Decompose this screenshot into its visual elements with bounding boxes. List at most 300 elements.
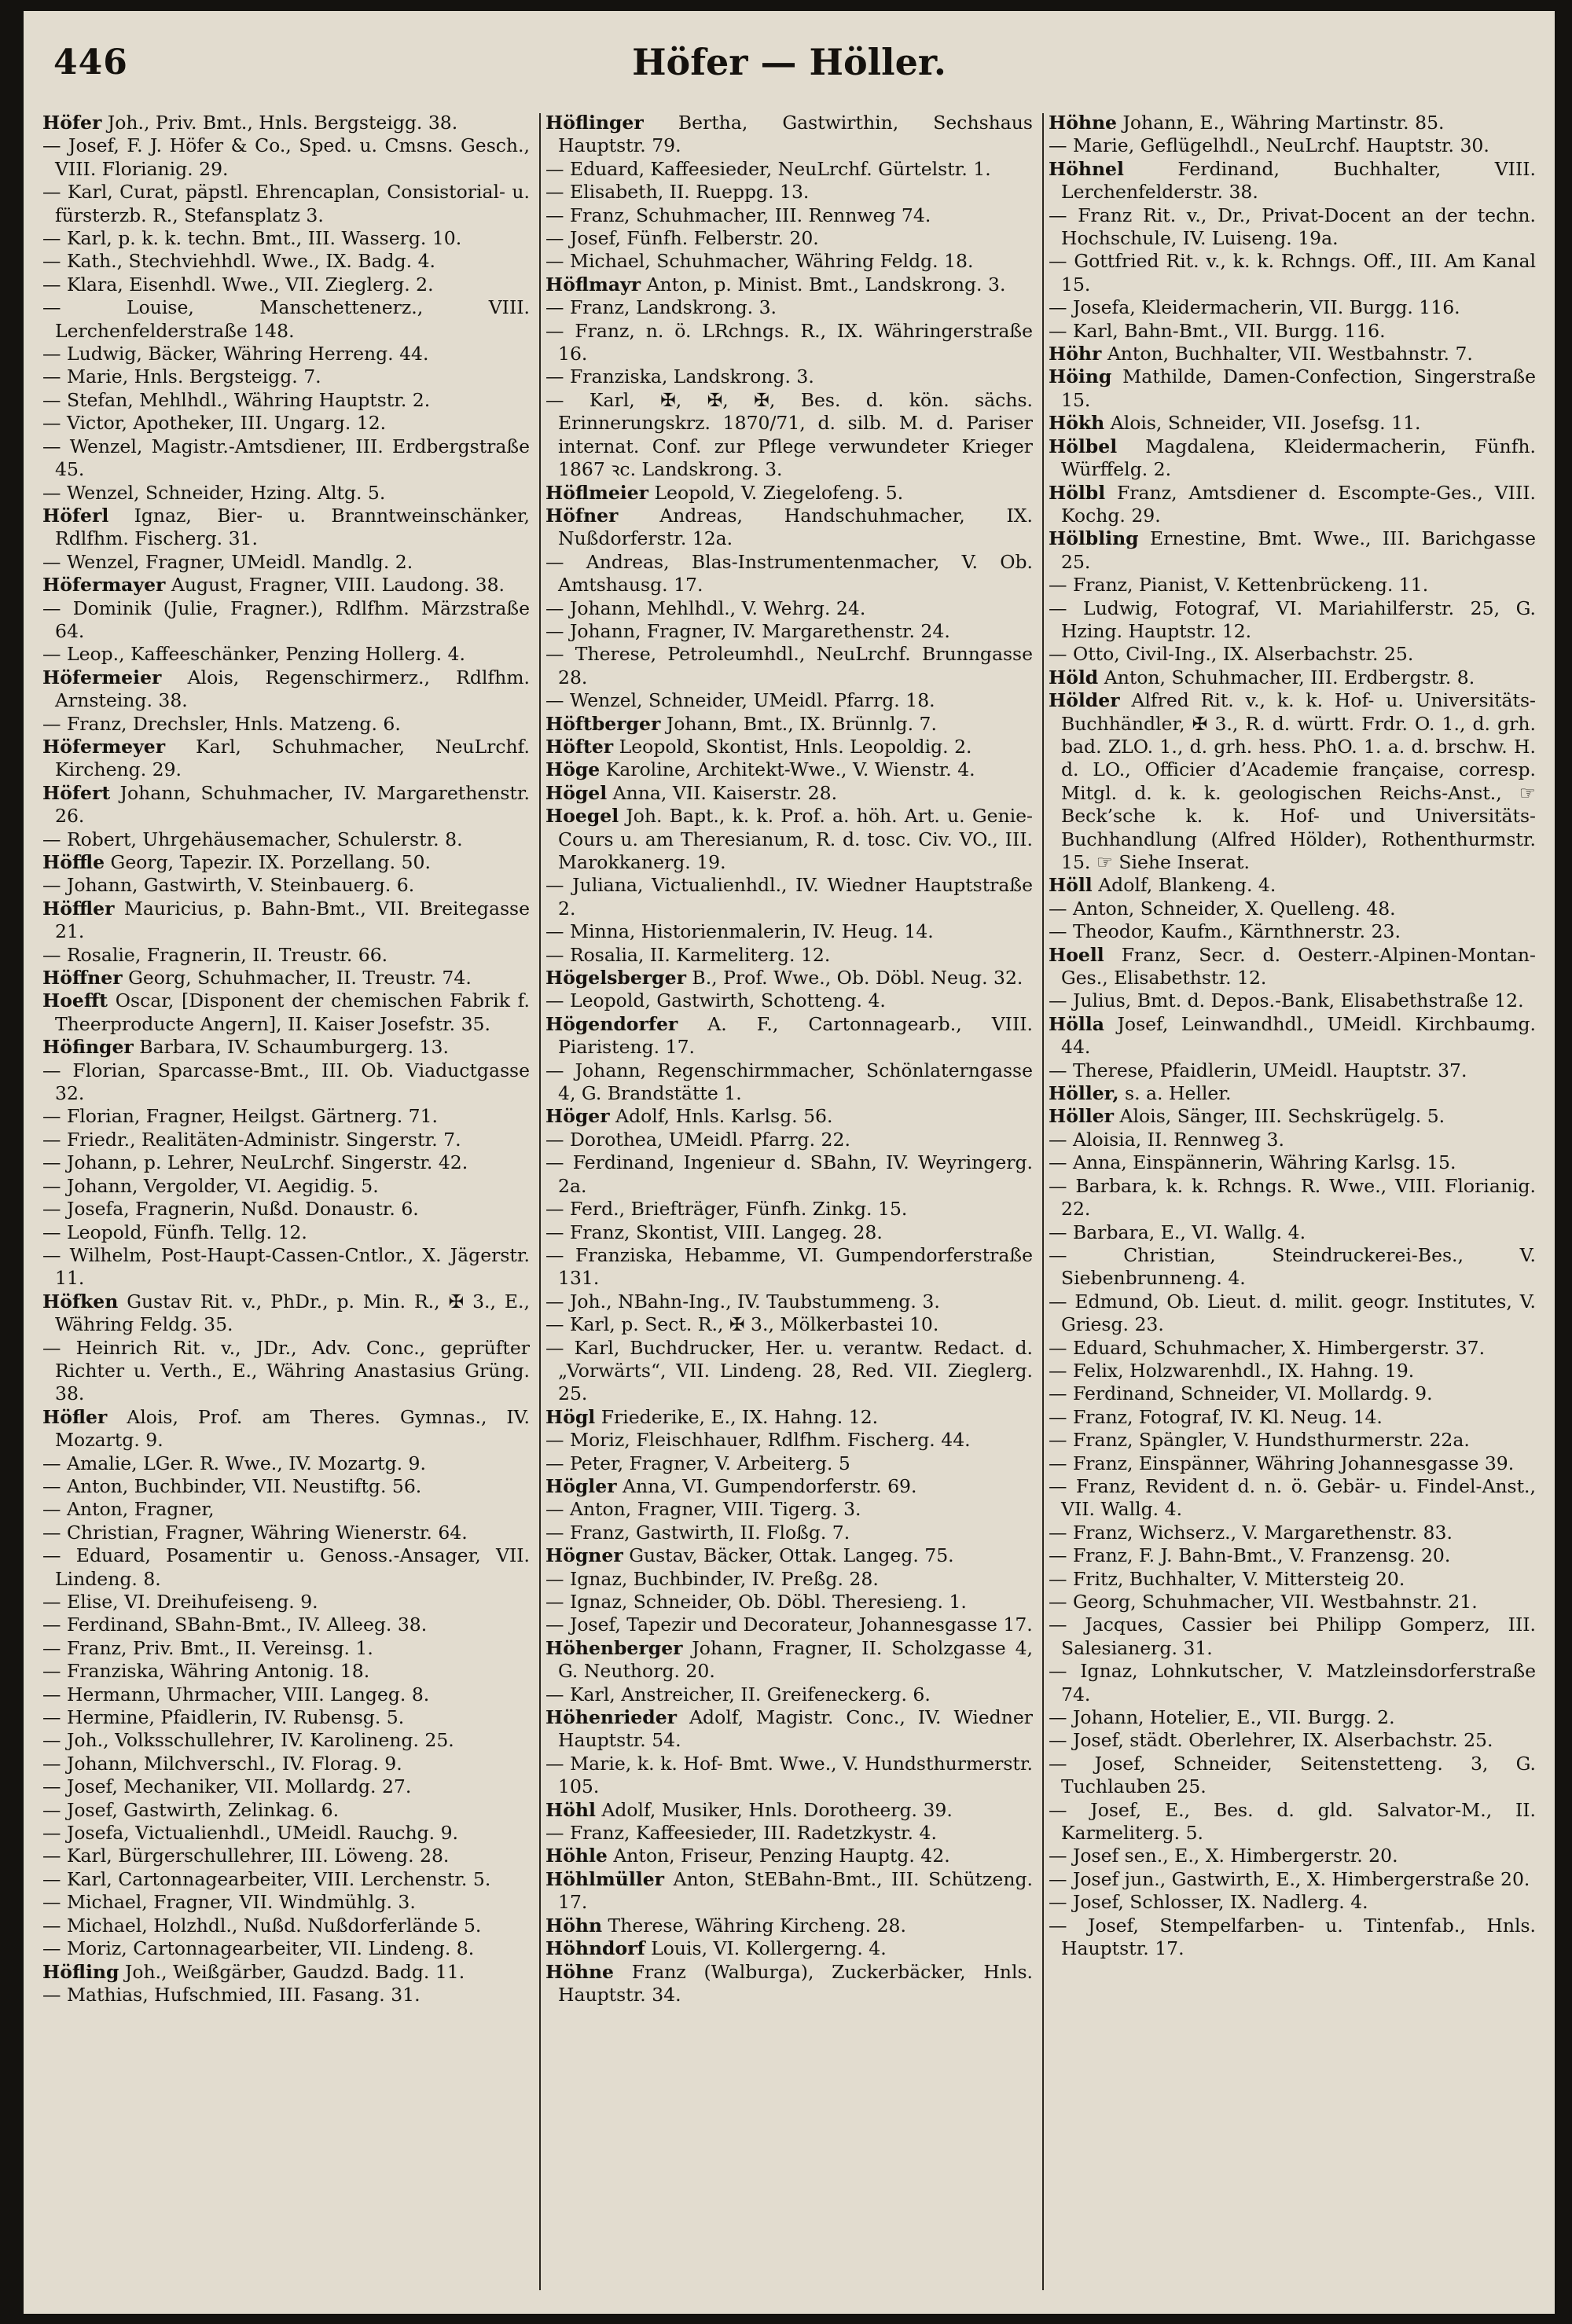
directory-entry — [1049, 1452, 1536, 1475]
entry-text: Georg, Schuhmacher, II. Treustr. 74. — [122, 967, 472, 989]
directory-entry — [545, 1937, 1033, 1960]
entry-text: — Joh., Volksschullehrer, IV. Karolineng. 25. — [42, 1729, 454, 1752]
directory-entry — [42, 1753, 530, 1775]
directory-entry — [42, 1961, 530, 1984]
entry-text: — Johann, Gastwirth, V. Steinbauerg. 6. — [42, 874, 415, 897]
entry-text: — Franz, Gastwirth, II. Floßg. 7. — [545, 1521, 850, 1544]
entry-text: Josef, Leinwandhdl., UMeidl. Kirchbaumg. 44. — [1061, 1012, 1536, 1059]
entry-text: — Karl, Bahn-Bmt., VII. Burgg. 116. — [1049, 319, 1386, 342]
directory-entry — [545, 250, 1033, 273]
entry-text: Leopold, Skontist, Hnls. Leopoldig. 2. — [613, 735, 972, 758]
directory-entry — [545, 1475, 1033, 1498]
entry-surname: Höftberger — [545, 712, 661, 735]
directory-entry — [1049, 597, 1536, 644]
entry-text: Johann, Schuhmacher, IV. Margarethenstr. 26. — [55, 781, 530, 828]
entry-text: — Franz, n. ö. LRchngs. R., IX. Währingerstraße 16. — [545, 319, 1033, 365]
directory-entry — [1049, 296, 1536, 319]
directory-entry — [545, 274, 1033, 296]
entry-surname: Höhr — [1049, 343, 1102, 365]
directory-entry — [545, 758, 1033, 781]
directory-entry — [42, 1544, 530, 1591]
directory-entry — [545, 365, 1033, 388]
entry-text: — Michael, Holzhdl., Nußd. Nußdorferlände 5. — [42, 1914, 482, 1937]
directory-entry — [1049, 320, 1536, 343]
entry-text: — Michael, Fragner, VII. Windmühlg. 3. — [42, 1891, 416, 1914]
entry-text: — Fritz, Buchhalter, V. Mittersteig 20. — [1049, 1567, 1405, 1590]
directory-entry — [42, 1637, 530, 1660]
entry-text: — Andreas, Blas-Instrumentenmacher, V. Ob. Amtshausg. 17. — [545, 550, 1033, 597]
entry-text: — Elise, VI. Dreihufeiseng. 9. — [42, 1591, 318, 1613]
directory-entry — [1049, 874, 1536, 897]
directory-entry — [545, 1151, 1033, 1198]
entry-text: Adolf, Hnls. Karlsg. 56. — [609, 1105, 833, 1128]
entry-text: — Christian, Fragner, Währing Wienerstr. 64. — [42, 1521, 468, 1544]
entry-text: A. F., Cartonnagearb., VIII. Piaristeng. 17. — [558, 1012, 1033, 1059]
entry-text: — Johann, Fragner, IV. Margarethenstr. 24. — [545, 619, 950, 642]
directory-entry — [1049, 343, 1536, 365]
directory-entry — [42, 1706, 530, 1729]
directory-entry — [42, 365, 530, 388]
entry-text: Adolf, Blankeng. 4. — [1092, 874, 1276, 897]
entry-text: — Karl, Bürgerschullehrer, III. Löweng. 28. — [42, 1845, 450, 1867]
entry-surname: Hölder — [1049, 689, 1120, 712]
directory-entry — [545, 989, 1033, 1012]
entry-text: — Johann, Regenschirmmacher, Schönlaterngasse 4, G. Brandstätte 1. — [545, 1059, 1033, 1105]
entry-text: Adolf, Musiker, Hnls. Dorotheerg. 39. — [595, 1798, 953, 1821]
entry-text: — Marie, Hnls. Bergsteigg. 7. — [42, 365, 321, 388]
directory-entry — [545, 713, 1033, 736]
entry-text: s. a. Heller. — [1118, 1082, 1232, 1105]
directory-entry — [545, 1198, 1033, 1221]
directory-entry — [1049, 412, 1536, 435]
entry-text: — Ludwig, Bäcker, Währing Herreng. 44. — [42, 343, 429, 365]
entry-surname: Höffner — [42, 967, 123, 989]
entry-surname: Höller, — [1049, 1082, 1119, 1105]
entry-surname: Höhnel — [1049, 157, 1124, 180]
directory-entry — [42, 1452, 530, 1475]
directory-entry — [1049, 1013, 1536, 1059]
directory-entry — [42, 1036, 530, 1059]
directory-entry — [42, 1660, 530, 1683]
directory-entry — [1049, 527, 1536, 574]
directory-entry — [42, 597, 530, 644]
directory-entry — [42, 874, 530, 897]
entry-text: Joh., Priv. Bmt., Hnls. Bergsteigg. 38. — [101, 112, 458, 134]
entry-text: — Marie, Geflügelhdl., NeuLrchf. Hauptstr. 30. — [1049, 134, 1489, 157]
directory-entry — [1049, 1290, 1536, 1337]
directory-entry — [1049, 1059, 1536, 1082]
entry-surname: Höller — [1049, 1105, 1115, 1128]
directory-entry — [1049, 944, 1536, 990]
entry-text: Magdalena, Kleidermacherin, Fünfh. Würffelg. 2. — [1061, 435, 1536, 481]
directory-entry — [1049, 666, 1536, 689]
directory-entry — [545, 874, 1033, 920]
entry-text: Anton, Friseur, Penzing Hauptg. 42. — [607, 1845, 950, 1867]
entry-text: Adolf, Magistr. Conc., IV. Wiedner Hauptstr. 54. — [558, 1706, 1033, 1752]
directory-entry — [42, 944, 530, 967]
directory-entry — [545, 736, 1033, 758]
entry-text: — Karl, Curat, päpstl. Ehrencaplan, Consistorial- u. fürsterzb. R., Stefansplatz 3. — [42, 181, 530, 226]
directory-entry — [545, 1822, 1033, 1845]
entry-surname: Höhlmüller — [545, 1867, 665, 1890]
entry-text: — Josef jun., Gastwirth, E., X. Himbergerstraße 20. — [1049, 1867, 1530, 1890]
column-left — [42, 112, 530, 2304]
entry-text: Mathilde, Damen-Confection, Singerstraße 15. — [1061, 365, 1536, 411]
directory-entry — [42, 967, 530, 989]
directory-entry — [42, 1868, 530, 1891]
directory-entry — [42, 134, 530, 181]
entry-surname: Höhenberger — [545, 1636, 683, 1659]
directory-entry — [42, 112, 530, 134]
directory-entry — [1049, 482, 1536, 528]
directory-entry — [42, 1891, 530, 1914]
directory-entry — [545, 1221, 1033, 1244]
directory-entry — [1049, 1729, 1536, 1752]
entry-text: — Franz, Fotograf, IV. Kl. Neug. 14. — [1049, 1405, 1383, 1428]
entry-surname: Höfert — [42, 781, 111, 804]
entry-text: — Louise, Manschettenerz., VIII. Lerchenfelderstraße 148. — [42, 296, 530, 342]
entry-text: — Eduard, Schuhmacher, X. Himbergerstr. 37. — [1049, 1336, 1486, 1359]
directory-entry — [545, 505, 1033, 551]
entry-surname: Höhne — [545, 1960, 615, 1983]
entry-text: — Mathias, Hufschmied, III. Fasang. 31. — [42, 1983, 421, 2006]
entry-text: — Franz Rit. v., Dr., Privat-Docent an der techn. Hochschule, IV. Luiseng. 19a. — [1049, 204, 1536, 250]
entry-surname: Höfermayer — [42, 574, 166, 597]
entry-surname: Höfinger — [42, 1036, 134, 1059]
entry-text: — Leopold, Fünfh. Tellg. 12. — [42, 1221, 307, 1243]
entry-text: — Ferd., Briefträger, Fünfh. Zinkg. 15. — [545, 1198, 908, 1221]
directory-entry — [1049, 250, 1536, 296]
entry-text: — Franz, F. J. Bahn-Bmt., V. Franzensg. 20. — [1049, 1544, 1451, 1567]
directory-entry — [1049, 1753, 1536, 1799]
entry-text: — Josefa, Victualienhdl., UMeidl. Rauchg. 9. — [42, 1822, 459, 1845]
directory-entry — [545, 1429, 1033, 1452]
directory-entry — [1049, 1915, 1536, 1961]
entry-text: Johann, E., Währing Martinstr. 85. — [1117, 112, 1445, 134]
directory-entry — [1049, 1522, 1536, 1544]
directory-entry — [42, 574, 530, 597]
directory-entry — [1049, 1568, 1536, 1591]
directory-entry — [42, 1683, 530, 1706]
directory-entry — [1049, 1175, 1536, 1221]
directory-entry — [1049, 1429, 1536, 1452]
entry-text: — Josef, Gastwirth, Zelinkag. 6. — [42, 1798, 340, 1821]
entry-text: — Anton, Schneider, X. Quelleng. 48. — [1049, 897, 1396, 920]
directory-entry — [1049, 574, 1536, 597]
entry-surname: Höhl — [545, 1798, 596, 1821]
entry-surname: Höfter — [545, 735, 614, 758]
directory-entry — [1049, 1221, 1536, 1244]
directory-entry — [545, 227, 1033, 250]
entry-text: Andreas, Handschuhmacher, IX. Nußdorferstr. 12a. — [558, 504, 1033, 550]
entry-surname: Höhle — [545, 1845, 608, 1867]
entry-text: — Franz, Revident d. n. ö. Gebär- u. Findel-Anst., VII. Wallg. 4. — [1049, 1474, 1536, 1521]
entry-text: Alois, Regenschirmerz., Rdlfhm. Arnsteing. 38. — [55, 666, 530, 712]
directory-page — [24, 11, 1555, 2314]
entry-text: — Leopold, Gastwirth, Schotteng. 4. — [545, 989, 886, 1012]
page-header — [24, 11, 1555, 105]
entry-text: Ernestine, Bmt. Wwe., III. Barichgasse 25. — [1061, 527, 1536, 573]
directory-entry — [1049, 435, 1536, 482]
directory-entry — [1049, 643, 1536, 666]
directory-entry — [42, 898, 530, 944]
entry-text: — Florian, Fragner, Heilgst. Gärtnerg. 71. — [42, 1105, 439, 1128]
directory-entry — [42, 181, 530, 227]
entry-surname: Höfer — [42, 112, 102, 134]
entry-text: — Karl, Buchdrucker, Her. u. verantw. Redact. d. „Vorwärts“, VII. Lindeng. 28, Red. VII. Zieglerg. 25. — [545, 1336, 1033, 1405]
entry-text: — Josef, E., Bes. d. gld. Salvator-M., II. Karmeliterg. 5. — [1049, 1798, 1536, 1845]
entry-surname: Hölbling — [1049, 527, 1139, 550]
entry-text: Anton, p. Minist. Bmt., Landskrong. 3. — [641, 273, 1006, 296]
entry-text: — Wenzel, Magistr.-Amtsdiener, III. Erdbergstraße 45. — [42, 435, 530, 481]
entry-text: — Josef, Tapezir und Decorateur, Johannesgasse 17. — [545, 1614, 1033, 1636]
directory-entry — [42, 435, 530, 482]
entry-text: — Rosalie, Fragnerin, II. Treustr. 66. — [42, 943, 388, 966]
directory-entry — [42, 551, 530, 574]
entry-text: — Josef, F. J. Höfer & Co., Sped. u. Cmsns. Gesch., VIII. Florianig. 29. — [42, 134, 530, 180]
directory-entry — [42, 1729, 530, 1752]
directory-entry — [42, 1591, 530, 1614]
directory-entry — [545, 597, 1033, 620]
entry-text: — Josef, Stempelfarben- u. Tintenfab., Hnls. Hauptstr. 17. — [1049, 1914, 1536, 1960]
directory-entry — [545, 181, 1033, 204]
entry-surname: Höld — [1049, 666, 1099, 688]
directory-entry — [1049, 1845, 1536, 1867]
entry-text: — Wenzel, Schneider, Hzing. Altg. 5. — [42, 481, 386, 504]
entry-text: — Josef, Fünfh. Felberstr. 20. — [545, 227, 819, 250]
entry-text: — Ignaz, Schneider, Ob. Döbl. Theresieng. 1. — [545, 1591, 967, 1613]
directory-entry — [1049, 1406, 1536, 1429]
directory-entry — [1049, 1544, 1536, 1567]
directory-entry — [545, 551, 1033, 597]
entry-text: — Amalie, LGer. R. Wwe., IV. Mozartg. 9. — [42, 1452, 426, 1474]
entry-text: Anton, Schuhmacher, III. Erdbergstr. 8. — [1098, 666, 1475, 688]
entry-text: Therese, Währing Kircheng. 28. — [602, 1914, 906, 1937]
entry-text: — Edmund, Ob. Lieut. d. milit. geogr. Institutes, V. Griesg. 23. — [1049, 1290, 1536, 1336]
entry-surname: Hoefft — [42, 989, 108, 1012]
directory-entry — [545, 1799, 1033, 1822]
entry-text: — Robert, Uhrgehäusemacher, Schulerstr. 8. — [42, 828, 463, 850]
directory-entry — [545, 944, 1033, 967]
entry-text: — Johann, Hotelier, E., VII. Burgg. 2. — [1049, 1706, 1395, 1729]
entry-text: — Johann, Vergolder, VI. Aegidig. 5. — [42, 1174, 379, 1197]
directory-entry — [545, 1637, 1033, 1683]
entry-text: — Franz, Schuhmacher, III. Rennweg 74. — [545, 204, 931, 226]
entry-text: — Klara, Eisenhdl. Wwe., VII. Zieglerg. 2. — [42, 273, 434, 296]
directory-entry — [545, 1753, 1033, 1799]
entry-text: Leopold, V. Ziegelofeng. 5. — [648, 481, 904, 504]
entry-surname: Höhndorf — [545, 1937, 645, 1960]
entry-surname: Höfling — [42, 1960, 119, 1983]
entry-text: — Franz, Drechsler, Hnls. Matzeng. 6. — [42, 712, 401, 735]
entry-text: — Ignaz, Lohnkutscher, V. Matzleinsdorferstraße 74. — [1049, 1660, 1536, 1705]
directory-entry — [545, 1244, 1033, 1290]
directory-entry — [42, 1937, 530, 1960]
directory-entry — [42, 1059, 530, 1106]
entry-text: Joh. Bapt., k. k. Prof. a. höh. Art. u. Genie-Cours u. am Theresianum, R. d. tosc. Civ. VO., III. Marokkanerg. 19. — [558, 805, 1033, 873]
entry-text: — Franz, Kaffeesieder, III. Radetzkystr. 4. — [545, 1822, 937, 1845]
entry-text: — Josef, Schlosser, IX. Nadlerg. 4. — [1049, 1891, 1368, 1914]
entry-surname: Höfner — [545, 504, 619, 527]
entry-text: — Karl, ✠, ✠, ✠, Bes. d. kön. sächs. Erinnerungskrz. 1870/71, d. silb. M. d. Pariser internat. Conf. zur Pflege verwundeter Krieger 1867 ꝛc. Landskrong. 3. — [545, 388, 1033, 481]
directory-entry — [1049, 134, 1536, 157]
entry-text: — Franz, Wichserz., V. Margarethenstr. 83. — [1049, 1521, 1453, 1544]
entry-text: — Josef, städt. Oberlehrer, IX. Alserbachstr. 25. — [1049, 1729, 1493, 1752]
entry-text: Alois, Prof. am Theres. Gymnas., IV. Mozartg. 9. — [55, 1405, 530, 1452]
directory-entry — [42, 227, 530, 250]
entry-text: — Rosalia, II. Karmeliterg. 12. — [545, 943, 831, 966]
entry-text: — Franziska, Hebamme, VI. Gumpendorferstraße 131. — [545, 1243, 1033, 1290]
entry-text: — Felix, Holzwarenhdl., IX. Hahng. 19. — [1049, 1359, 1415, 1382]
directory-entry — [545, 1013, 1033, 1059]
entry-text: — Franziska, Landskrong. 3. — [545, 365, 814, 388]
entry-text: — Theodor, Kaufm., Kärnthnerstr. 23. — [1049, 920, 1401, 943]
entry-text: — Gottfried Rit. v., k. k. Rchngs. Off., III. Am Kanal 15. — [1049, 250, 1536, 296]
entry-text: — Franz, Priv. Bmt., II. Vereinsg. 1. — [42, 1636, 373, 1659]
entry-text: — Moriz, Cartonnagearbeiter, VII. Lindeng. 8. — [42, 1937, 475, 1960]
directory-entry — [42, 1105, 530, 1128]
directory-entry — [42, 643, 530, 666]
entry-text: — Michael, Schuhmacher, Währing Feldg. 18. — [545, 250, 974, 273]
directory-entry — [42, 1475, 530, 1498]
entry-surname: Högelsberger — [545, 967, 686, 989]
page-number: 446 — [53, 42, 128, 83]
directory-entry — [545, 1498, 1033, 1521]
entry-text: Alois, Sänger, III. Sechskrügelg. 5. — [1114, 1105, 1445, 1128]
entry-text: — Stefan, Mehlhdl., Währing Hauptstr. 2. — [42, 388, 431, 411]
entry-text: Franz, Secr. d. Oesterr.-Alpinen-Montan-Ges., Elisabethstr. 12. — [1061, 943, 1536, 989]
entry-surname: Höffle — [42, 851, 105, 873]
directory-entry — [545, 1290, 1033, 1313]
entry-text: — Johann, Mehlhdl., V. Wehrg. 24. — [545, 597, 866, 619]
entry-text: — Johann, p. Lehrer, NeuLrchf. Singerstr. 42. — [42, 1151, 468, 1174]
directory-entry — [42, 1221, 530, 1244]
entry-text: — Ferdinand, Schneider, VI. Mollardg. 9. — [1049, 1382, 1433, 1405]
directory-entry — [545, 620, 1033, 643]
directory-entry — [1049, 1799, 1536, 1845]
entry-surname: Höhn — [545, 1914, 603, 1937]
entry-text: Alois, Schneider, VII. Josefsg. 11. — [1104, 412, 1421, 435]
entry-text: — Josef, Schneider, Seitenstetteng. 3, G. Tuchlauben 25. — [1049, 1752, 1536, 1798]
entry-text: — Elisabeth, II. Rueppg. 13. — [545, 181, 810, 204]
directory-entry — [42, 274, 530, 296]
entry-text: Franz (Walburga), Zuckerbäcker, Hnls. Hauptstr. 34. — [558, 1960, 1033, 2006]
entry-text: — Victor, Apotheker, III. Ungarg. 12. — [42, 412, 387, 435]
directory-entry — [42, 1522, 530, 1544]
entry-text: — Josefa, Kleidermacherin, VII. Burgg. 116. — [1049, 296, 1460, 319]
directory-entry — [545, 1522, 1033, 1544]
directory-entry — [545, 112, 1033, 158]
directory-entry — [545, 296, 1033, 319]
entry-surname: Höflmayr — [545, 273, 641, 296]
directory-entry — [545, 1614, 1033, 1636]
entry-text: — Wilhelm, Post-Haupt-Cassen-Cntlor., X. Jägerstr. 11. — [42, 1243, 530, 1290]
entry-surname: Hölbel — [1049, 435, 1118, 457]
entry-text: — Joh., NBahn-Ing., IV. Taubstummeng. 3. — [545, 1290, 940, 1313]
entry-text: Bertha, Gastwirthin, Sechshaus Hauptstr. 79. — [558, 112, 1033, 157]
entry-text: — Ignaz, Buchbinder, IV. Preßg. 28. — [545, 1567, 879, 1590]
entry-text: B., Prof. Wwe., Ob. Döbl. Neug. 32. — [685, 967, 1023, 989]
directory-entry — [1049, 1337, 1536, 1360]
directory-entry — [545, 805, 1033, 874]
entry-text: — Georg, Schuhmacher, VII. Westbahnstr. 21. — [1049, 1591, 1478, 1613]
directory-entry — [1049, 204, 1536, 251]
entry-surname: Höfermeyer — [42, 735, 166, 758]
directory-columns — [42, 112, 1544, 2304]
directory-entry — [545, 1845, 1033, 1867]
directory-entry — [42, 482, 530, 505]
directory-entry — [1049, 1382, 1536, 1405]
directory-entry — [42, 666, 530, 713]
entry-text: Anna, VI. Gumpendorferstr. 69. — [616, 1474, 917, 1497]
entry-text: Anna, VII. Kaiserstr. 28. — [607, 781, 838, 804]
entry-surname: Höferl — [42, 504, 109, 527]
directory-entry — [42, 1775, 530, 1798]
entry-text: — Leop., Kaffeeschänker, Penzing Hollerg. 4. — [42, 643, 465, 666]
directory-entry — [42, 1614, 530, 1636]
directory-entry — [42, 1915, 530, 1937]
entry-text: — Hermann, Uhrmacher, VIII. Langeg. 8. — [42, 1683, 430, 1705]
directory-entry — [42, 1337, 530, 1406]
entry-text: Alfred Rit. v., k. k. Hof- u. Universitäts-Buchhändler, ✠ 3., R. d. württ. Frdr. O. 1., d. grh. bad. ZLO. 1., d. grh. hess. PhO. 1. a. d. brschw. H. d. LO., Officier d’Academie française, corresp. Mitgl. d. k. k. geologischen Reichs-Anst., ☞ Beck’sche k. k. Hof- und Universitäts-Buchhandlung (Alfred Hölder), Rothenthurmstr. 15. ☞ Siehe Inserat. — [1061, 689, 1536, 873]
entry-surname: Högler — [545, 1474, 617, 1497]
entry-text: — Franziska, Währing Antonig. 18. — [42, 1660, 370, 1683]
directory-entry — [1049, 1082, 1536, 1105]
entry-text: — Wenzel, Fragner, UMeidl. Mandlg. 2. — [42, 550, 413, 573]
entry-text: — Ferdinand, Ingenieur d. SBahn, IV. Weyringerg. 2a. — [545, 1151, 1033, 1197]
directory-entry — [42, 343, 530, 365]
entry-surname: Hökh — [1049, 412, 1105, 435]
entry-text: Mauricius, p. Bahn-Bmt., VII. Breitegasse 21. — [55, 897, 530, 943]
directory-entry — [42, 1822, 530, 1845]
entry-text: — Kath., Stechviehhdl. Wwe., IX. Badg. 4. — [42, 250, 436, 273]
entry-text: — Karl, p. k. k. techn. Bmt., III. Wasserg. 10. — [42, 227, 462, 250]
entry-text: Joh., Weißgärber, Gaudzd. Badg. 11. — [119, 1960, 465, 1983]
directory-entry — [42, 250, 530, 273]
entry-text: Anton, StEBahn-Bmt., III. Schützeng. 17. — [558, 1867, 1033, 1914]
entry-text: — Anton, Fragner, VIII. Tigerg. 3. — [545, 1498, 861, 1521]
directory-entry — [42, 1175, 530, 1198]
entry-text: — Franz, Spängler, V. Hundsthurmerstr. 22a. — [1049, 1429, 1470, 1452]
directory-entry — [545, 389, 1033, 482]
entry-text: — Eduard, Posamentir u. Genoss.-Ansager, VII. Lindeng. 8. — [42, 1544, 530, 1590]
entry-surname: Höflinger — [545, 112, 644, 134]
entry-surname: Höing — [1049, 365, 1112, 388]
entry-text: Louis, VI. Kollergerng. 4. — [645, 1937, 887, 1960]
directory-entry — [42, 782, 530, 828]
directory-entry — [42, 296, 530, 343]
entry-text: — Moriz, Fleischhauer, Rdlfhm. Fischerg. 44. — [545, 1429, 971, 1452]
directory-entry — [545, 204, 1033, 227]
directory-entry — [42, 389, 530, 412]
directory-entry — [1049, 1660, 1536, 1706]
entry-text: — Christian, Steindruckerei-Bes., V. Siebenbrunneng. 4. — [1049, 1243, 1536, 1290]
running-head: Höfer — Höller. — [632, 41, 946, 83]
entry-text: — Friedr., Realitäten-Administr. Singerstr. 7. — [42, 1128, 461, 1151]
entry-text: — Wenzel, Schneider, UMeidl. Pfarrg. 18. — [545, 689, 935, 712]
directory-entry — [1049, 1360, 1536, 1382]
entry-text: — Jacques, Cassier bei Philipp Gomperz, III. Salesianerg. 31. — [1049, 1614, 1536, 1659]
entry-text: — Josef, Mechaniker, VII. Mollardg. 27. — [42, 1775, 412, 1798]
directory-entry — [1049, 1591, 1536, 1614]
entry-surname: Höger — [545, 1105, 610, 1128]
entry-surname: Höge — [545, 758, 601, 781]
entry-text: — Dominik (Julie, Fragner.), Rdlfhm. Märzstraße 64. — [42, 597, 530, 642]
entry-surname: Hoegel — [545, 805, 619, 828]
entry-surname: Höll — [1049, 874, 1093, 897]
entry-surname: Hoell — [1049, 943, 1104, 966]
entry-surname: Höfler — [42, 1405, 108, 1428]
